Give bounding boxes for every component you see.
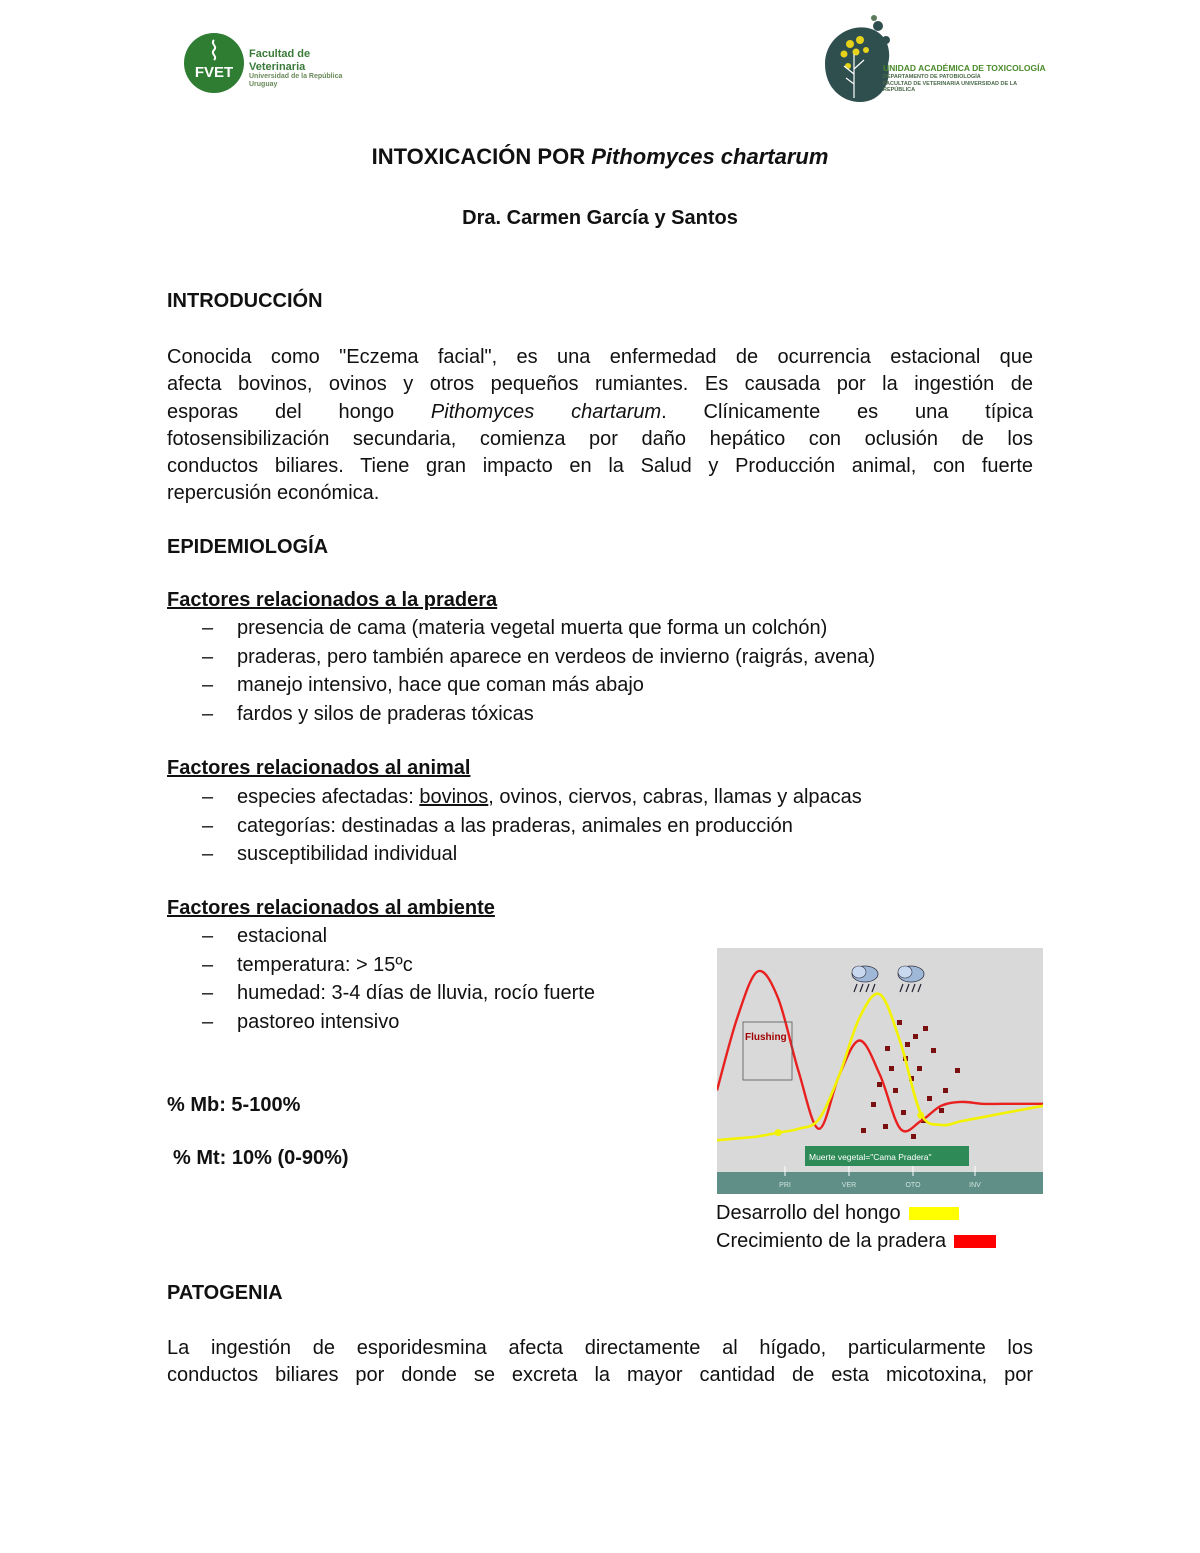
chart-season-band	[717, 1172, 1043, 1194]
fvet-logo	[183, 26, 343, 96]
title-prefix: INTOXICACIÓN POR	[371, 144, 592, 169]
legend-pasture-swatch	[954, 1235, 996, 1248]
species-suffix: , ovinos, ciervos, cabras, llamas y alpacas	[488, 786, 862, 808]
toxicology-logo	[820, 14, 1050, 114]
spore-marker	[897, 1020, 902, 1025]
list-item: – pastoreo intensivo	[167, 1008, 595, 1037]
spore-marker	[955, 1068, 960, 1073]
list-item	[167, 783, 862, 812]
fvet-mark-icon	[183, 32, 245, 94]
spore-marker	[889, 1066, 894, 1071]
fungus-marker	[775, 1129, 782, 1136]
pradera-list	[167, 614, 875, 729]
list-item: – temperatura: > 15ºc	[167, 951, 595, 980]
animal-list	[167, 783, 862, 869]
list-item: – presencia de cama (materia vegetal muerta que forma un colchón)	[167, 614, 875, 643]
title-species: Pithomyces chartarum	[591, 144, 829, 169]
fvet-line1: Facultad de Veterinaria	[249, 48, 311, 73]
intro-line: afecta bovinos, ovinos y otros pequeños rumiantes. Es causada por la ingestión de	[167, 373, 1033, 396]
season-label: INV	[969, 1182, 981, 1189]
spore-marker	[885, 1046, 890, 1051]
species-prefix: especies afectadas:	[237, 786, 420, 808]
spore-marker	[877, 1082, 882, 1087]
toxicology-line1: UNIDAD ACADÉMICA DE TOXICOLOGÍA	[883, 63, 1046, 73]
intro-line	[167, 399, 1033, 426]
legend-fungus-label: Desarrollo del hongo	[716, 1202, 901, 1224]
list-item: – categorías: destinadas a las praderas, animales en producción	[167, 812, 862, 841]
intro-line: conductos biliares. Tiene gran impacto en la Salud y Producción animal, con fuerte	[167, 455, 1033, 478]
chart-background	[717, 948, 1043, 1172]
list-item: – fardos y silos de praderas tóxicas	[167, 700, 875, 729]
spore-marker	[917, 1066, 922, 1071]
toxicology-line3: FACULTAD DE VETERINARIA UNIVERSIDAD DE LA REPÚBLICA	[883, 80, 1017, 94]
pathogenesis-line: conductos biliares por donde se excreta la mayor cantidad de esta micotoxina, por	[167, 1364, 1033, 1387]
pathogenesis-line: La ingestión de esporidesmina afecta directamente al hígado, particularmente los	[167, 1337, 1033, 1359]
toxicology-line2: DEPARTAMENTO DE PATOBIOLOGÍA	[883, 73, 981, 80]
fvet-line3: Uruguay	[249, 81, 278, 89]
intro-line: repercusión económica.	[167, 482, 380, 505]
list-item: – susceptibilidad individual	[167, 840, 862, 869]
fvet-mark-text: FVET	[194, 64, 234, 81]
intro-line: fotosensibilización secundaria, comienza por daño hepático con oclusión de los	[167, 427, 1033, 450]
spore-marker	[861, 1128, 866, 1133]
legend-pasture-label: Crecimiento de la pradera	[716, 1230, 947, 1252]
intro-line3-b: . Clínicamente es una típica	[661, 400, 1033, 423]
spore-marker	[893, 1088, 898, 1093]
intro-line3-a: esporas del hongo	[167, 400, 431, 423]
pathogenesis-heading: PATOGENIA	[167, 1282, 283, 1304]
pradera-subheading: Factores relacionados a la pradera	[167, 589, 498, 611]
mt-stat: % Mt: 10% (0-90%)	[173, 1147, 349, 1169]
document-title	[0, 144, 1200, 170]
ambiente-subheading: Factores relacionados al ambiente	[167, 897, 495, 919]
list-item: – estacional	[167, 922, 595, 951]
seasonal-chart	[717, 948, 1043, 1194]
list-item: – praderas, pero también aparece en verdeos de invierno (raigrás, avena)	[167, 643, 875, 672]
legend-fungus	[716, 1199, 996, 1227]
author: Dra. Carmen García y Santos	[462, 207, 738, 229]
season-label: OTO	[905, 1182, 921, 1189]
legend-pasture	[716, 1227, 996, 1255]
spore-marker	[927, 1096, 932, 1101]
intro-line3-species: Pithomyces chartarum	[430, 400, 662, 423]
spore-marker	[939, 1108, 944, 1113]
fungus-marker	[917, 1112, 924, 1119]
season-label: VER	[841, 1182, 857, 1189]
intro-paragraph	[167, 344, 1033, 508]
epidemiology-heading: EPIDEMIOLOGÍA	[167, 536, 329, 558]
pathogenesis-paragraph	[167, 1335, 1033, 1390]
spore-marker	[905, 1042, 910, 1047]
chart-legend	[716, 1199, 996, 1255]
legend-fungus-swatch	[909, 1207, 959, 1220]
flushing-label: Flushing	[745, 1032, 787, 1043]
spore-marker	[911, 1134, 916, 1139]
spore-marker	[931, 1048, 936, 1053]
intro-heading: INTRODUCCIÓN	[167, 290, 323, 312]
spore-marker	[883, 1124, 888, 1129]
mb-stat: % Mb: 5-100%	[167, 1094, 301, 1116]
ambiente-list	[167, 922, 595, 1037]
spore-marker	[913, 1034, 918, 1039]
list-item: – manejo intensivo, hace que coman más abajo	[167, 671, 875, 700]
season-label: PRI	[779, 1182, 791, 1189]
spore-marker	[901, 1110, 906, 1115]
spore-marker	[871, 1102, 876, 1107]
list-item: – humedad: 3-4 días de lluvia, rocío fuerte	[167, 979, 595, 1008]
animal-subheading: Factores relacionados al animal	[167, 757, 471, 779]
dead-vegetation-label: Muerte vegetal="Cama Pradera"	[809, 1152, 932, 1162]
spore-marker	[943, 1088, 948, 1093]
intro-line: Conocida como "Eczema facial", es una enfermedad de ocurrencia estacional que	[167, 346, 1033, 368]
spore-marker	[923, 1026, 928, 1031]
species-bovinos: bovinos	[419, 786, 489, 808]
fvet-line2: Universidad de la República	[249, 73, 343, 81]
